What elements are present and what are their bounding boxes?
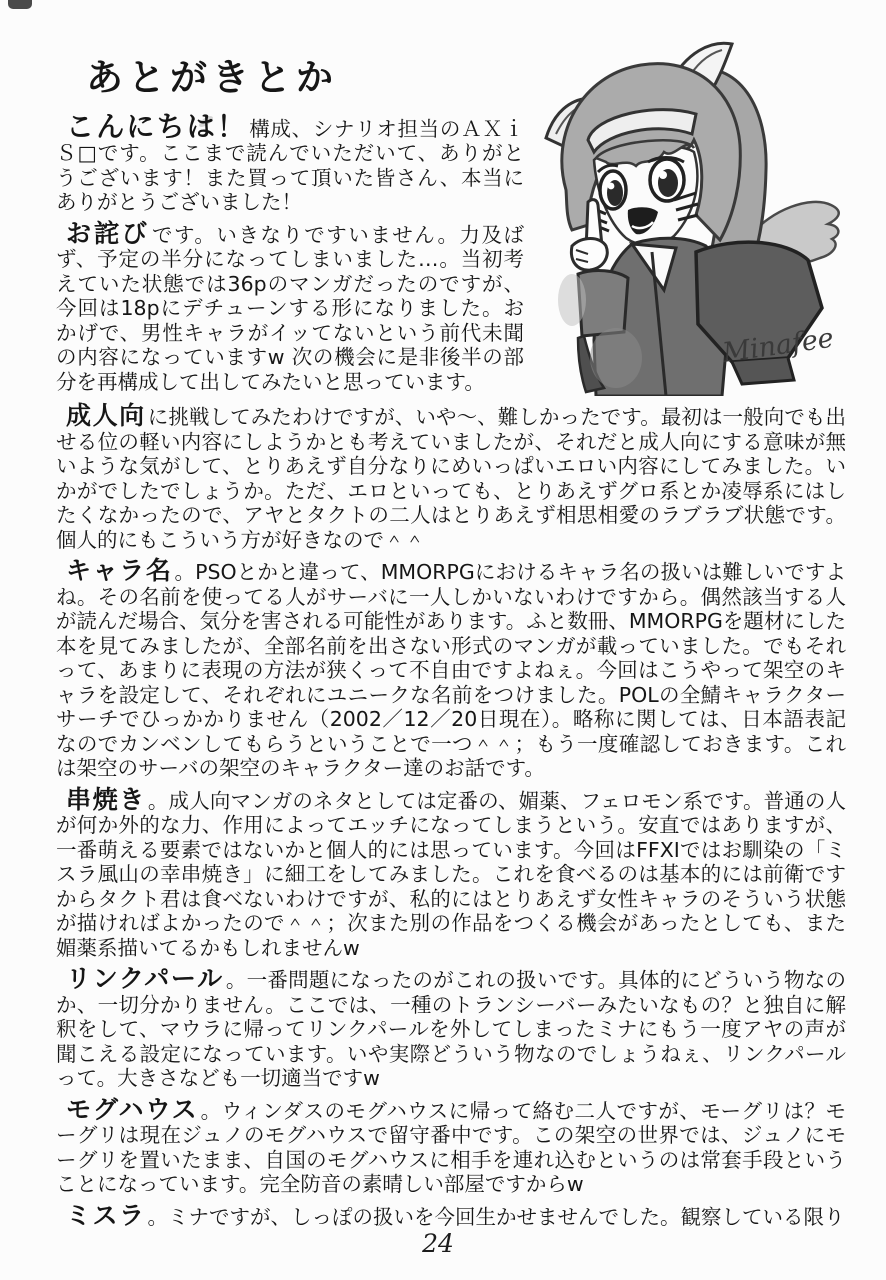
paragraph-lead: モグハウス: [66, 1094, 199, 1124]
paragraph-body: に挑戦してみたわけですが、いや～、難しかったです。最初は一般向でも出せる位の軽い内容にしようかとも考えていましたが、それだと成人向にする意味が無いような気がして、とりあえず自分なりにめいっぱいエロい内容にしてみました。いかがでしたでしょうか。ただ、エロといっても、とりあえずグロ系とか凌辱系にはしたくなかったので、アヤとタクトの二人はとりあえず相思相愛のラブラブ状態です。個人的にもこういう方が好きなので＾＾: [56, 405, 846, 552]
page-title: あとがきとか: [86, 56, 338, 99]
paragraph-body: 構成、シナリオ担当のＡＸｉＳ□です。ここまで読んでいただいて、ありがとうございます！また買って頂いた皆さん、本当にありがとうございました！: [56, 116, 524, 215]
paragraph-character-names: [56, 556, 846, 781]
page-number: 24: [422, 1229, 454, 1258]
paragraph-linkpearl: [56, 964, 846, 1091]
paragraph-body: です。いきなりですいません。力及ばず、予定の半分になってしまいました…。当初考えていた状態では36pのマンガだったのですが、今回は18pにデチューンする形になりました。おかげで、男性キャラがイッてないという前代未聞の内容になっていますw 次の機会に是非後半の部分を再構成して出してみたいと思っています。: [56, 222, 524, 394]
page-content: [56, 58, 846, 1236]
paragraph-mithra: [56, 1200, 846, 1230]
paragraph-lead: ミスラ: [66, 1200, 146, 1230]
paragraph-body: 。PSOとかと違って、MMORPGにおけるキャラ名の扱いは難しいですよね。その名前を使ってる人がサーバに一人しかいないわけですから。偶然該当する人が読んだ場合、気分を害される可能性があります。ふと数冊、MMORPGを題材にした本を見てみましたが、全部名前を出さない形式のマンガが載っていました。でもそれって、あまりに表現の方法が狭くって不自由ですよねぇ。今回はこうやって架空のキャラを設定して、それぞれにユニークな名前をつけました。POLの全鯖キャラクターサーチでひっかかりません（2002／12／20日現在）。略称に関しては、日本語表記なのでカンベンしてもらうということで一つ＾＾；もう一度確認しておきます。これは架空のサーバの架空のキャラクター達のお話です。: [56, 560, 846, 780]
scan-artifact: [8, 0, 32, 9]
paragraph-kushiyaki: [56, 784, 846, 961]
paragraph-lead: こんにちは！: [66, 109, 248, 143]
paragraph-body: 。ウィンダスのモグハウスに帰って絡む二人ですが、モーグリは？モーグリは現在ジュノのモグハウスで留守番中です。この架空の世界では、ジュノにモーグリを置いたまま、自国のモグハウスに相手を連れ込むというのは常套手段ということになっています。完全防音の素晴しい部屋ですからw: [56, 1098, 846, 1196]
paragraph-lead: 串焼き: [66, 784, 146, 814]
paragraph-body: 。成人向マンガのネタとしては定番の、媚薬、フェロモン系です。普通の人が何か外的な力、作用によってエッチになってしまうという。安直ではありますが、一番萌える要素ではないかと個人的には思っています。今回はFFXIではお馴染の「ミスラ風山の幸串焼き」に細工をしてみました。これを食べるのは基本的には前衛ですからタクト君は食べないわけですが、私的にはとりあえず女性キャラのそういう状態が描ければよかったので＾＾；次また別の作品をつくる機会があったとしても、また媚薬系描いてるかもしれませんw: [56, 788, 846, 960]
artist-signature: Minafee: [720, 322, 836, 369]
paragraph-lead: 成人向: [66, 401, 146, 430]
catgirl-illustration-drawing: [536, 40, 848, 396]
paragraph-body: 。ミナですが、しっぽの扱いを今回生かせませんでした。観察している限り: [147, 1204, 845, 1229]
paragraph-lead: お詫び: [66, 218, 150, 248]
paragraph-lead: キャラ名: [66, 556, 173, 585]
paragraph-adult-content: [56, 401, 846, 552]
paragraph-lead: リンクパール: [66, 964, 224, 993]
catgirl-illustration: [536, 40, 848, 396]
paragraph-body: 。一番問題になったのがこれの扱いです。具体的にどういう物なのか、一切分かりません。ここでは、一種のトランシーバーみたいなもの？と独自に解釈をして、マウラに帰ってリンクパールを外してしまったミナにもう一度アヤの声が聞こえる設定になっています。いや実際どういう物なのでしょうねぇ、リンクパールって。大きさなども一切適当ですw: [56, 968, 846, 1090]
paragraph-moghouse: [56, 1094, 846, 1197]
